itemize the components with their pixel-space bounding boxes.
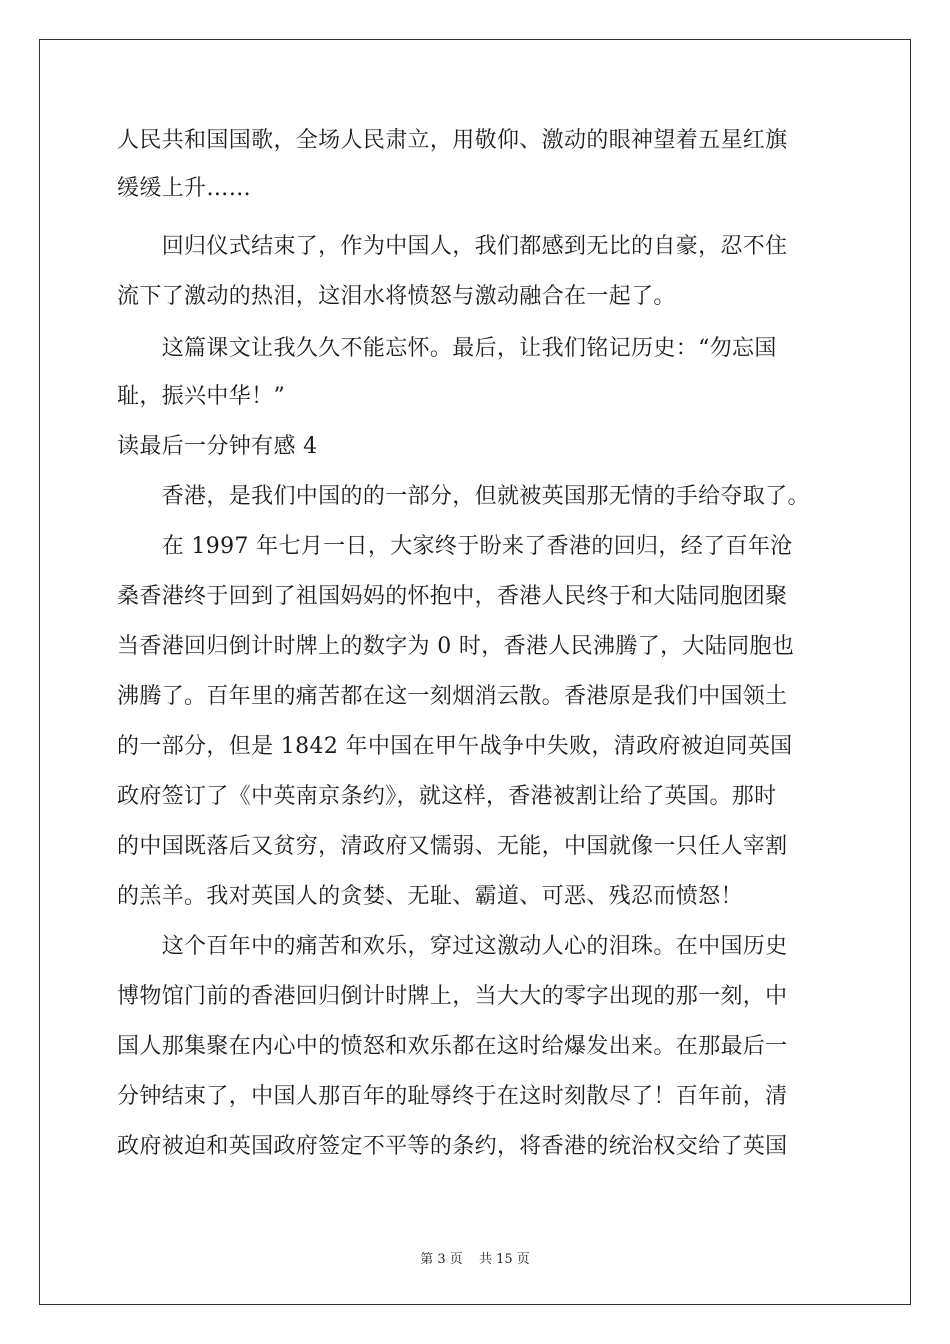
current-page-number: 第 3 页 xyxy=(420,1252,463,1267)
text-line: 这篇课文让我久久不能忘怀。最后，让我们铭记历史：“勿忘国 xyxy=(117,336,777,361)
text-line: 的羔羊。我对英国人的贪婪、无耻、霸道、可恶、残忍而愤怒！ xyxy=(117,884,743,909)
text-line: 香港，是我们中国的的一部分，但就被英国那无情的手给夺取了。 xyxy=(117,484,810,509)
text-line: 分钟结束了，中国人那百年的耻辱终于在这时刻散尽了！百年前，清 xyxy=(117,1084,788,1109)
page-border xyxy=(39,39,911,1305)
text-line: 回归仪式结束了，作为中国人，我们都感到无比的自豪，忍不住 xyxy=(117,234,788,259)
text-line: 在 1997 年七月一日，大家终于盼来了香港的回归，经了百年沧 xyxy=(117,534,793,559)
text-line: 这个百年中的痛苦和欢乐，穿过这激动人心的泪珠。在中国历史 xyxy=(117,934,788,959)
text-line: 流下了激动的热泪，这泪水将愤怒与激动融合在一起了。 xyxy=(117,284,676,309)
section-heading: 读最后一分钟有感 4 xyxy=(117,434,318,459)
text-line: 博物馆门前的香港回归倒计时牌上，当大大的零字出现的那一刻，中 xyxy=(117,984,788,1009)
text-line: 耻，振兴中华！” xyxy=(117,384,286,409)
text-line: 沸腾了。百年里的痛苦都在这一刻烟消云散。香港原是我们中国领土 xyxy=(117,684,788,709)
total-pages: 共 15 页 xyxy=(478,1252,530,1267)
text-line: 政府签订了《中英南京条约》，就这样，香港被割让给了英国。那时 xyxy=(117,784,777,809)
text-line: 国人那集聚在内心中的愤怒和欢乐都在这时给爆发出来。在那最后一 xyxy=(117,1034,788,1059)
text-line: 的中国既落后又贫穷，清政府又懦弱、无能，中国就像一只任人宰割 xyxy=(117,834,788,859)
text-line: 政府被迫和英国政府签定不平等的条约，将香港的统治权交给了英国 xyxy=(117,1134,788,1159)
text-line: 人民共和国国歌，全场人民肃立，用敬仰、激动的眼神望着五星红旗 xyxy=(117,128,788,153)
text-line: 当香港回归倒计时牌上的数字为 0 时，香港人民沸腾了，大陆同胞也 xyxy=(117,634,795,659)
page-footer xyxy=(0,1248,950,1267)
text-line: 的一部分，但是 1842 年中国在甲午战争中失败，清政府被迫同英国 xyxy=(117,734,793,759)
text-line: 桑香港终于回到了祖国妈妈的怀抱中，香港人民终于和大陆同胞团聚 xyxy=(117,584,788,609)
text-line: 缓缓上升…… xyxy=(117,176,252,201)
